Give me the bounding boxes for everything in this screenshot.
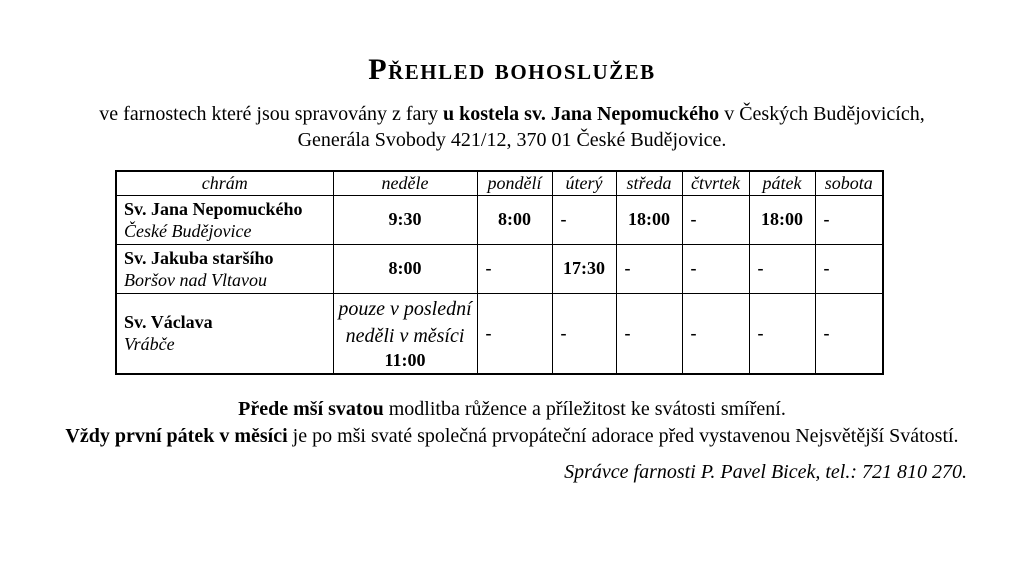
note-first-friday-lead: Vždy první pátek v měsíci: [65, 424, 288, 447]
column-header-thursday: čtvrtek: [682, 171, 749, 195]
church-cell: [116, 195, 333, 244]
sunday-special-note: pouze v poslední neděli v měsíci: [338, 297, 472, 347]
column-header-wednesday: středa: [616, 171, 682, 195]
sunday-special-time: 11:00: [384, 349, 426, 370]
subtitle-line1-bold: u kostela sv. Jana Nepomuckého: [443, 103, 720, 125]
time-cell: -: [815, 195, 883, 244]
table-row: [116, 195, 883, 244]
subtitle: [0, 101, 1024, 153]
time-cell: -: [477, 244, 552, 293]
note-rosary-lead: Přede mší svatou: [238, 397, 384, 420]
time-cell: 17:30: [552, 244, 616, 293]
time-cell: -: [616, 244, 682, 293]
time-cell: -: [815, 244, 883, 293]
column-header-sunday: neděle: [333, 171, 477, 195]
column-header-friday: pátek: [749, 171, 815, 195]
note-rosary: [0, 396, 1024, 423]
time-cell: -: [616, 293, 682, 374]
note-first-friday: [0, 423, 1024, 450]
time-cell: 18:00: [616, 195, 682, 244]
church-name: Sv. Jakuba staršího: [124, 247, 274, 268]
subtitle-line2: Generála Svobody 421/12, 370 01 České Budějovice.: [297, 129, 727, 151]
sunday-special-cell: [333, 293, 477, 374]
time-cell: -: [552, 293, 616, 374]
subtitle-line1-post: v Českých Budějovicích,: [719, 103, 925, 125]
footer-notes: [0, 396, 1024, 485]
document-page: [0, 52, 1024, 572]
time-cell: -: [682, 244, 749, 293]
time-cell: -: [815, 293, 883, 374]
table-row: [116, 244, 883, 293]
time-cell: 8:00: [477, 195, 552, 244]
column-header-saturday: sobota: [815, 171, 883, 195]
time-cell: 18:00: [749, 195, 815, 244]
signature-line: Správce farnosti P. Pavel Bicek, tel.: 721 810 270.: [564, 460, 967, 483]
schedule-table: [115, 170, 884, 375]
church-name: Sv. Jana Nepomuckého: [124, 198, 303, 219]
column-header-tuesday: úterý: [552, 171, 616, 195]
time-cell: 9:30: [333, 195, 477, 244]
column-header-monday: pondělí: [477, 171, 552, 195]
table-header-row: [116, 171, 883, 195]
church-place: Vrábče: [124, 334, 175, 354]
subtitle-line1-pre: ve farnostech které jsou spravovány z fary: [99, 103, 444, 125]
time-cell: 8:00: [333, 244, 477, 293]
table-row: [116, 293, 883, 374]
time-cell: -: [749, 244, 815, 293]
church-place: České Budějovice: [124, 220, 252, 241]
church-cell: [116, 244, 333, 293]
time-cell: -: [682, 293, 749, 374]
time-cell: -: [749, 293, 815, 374]
church-place: Boršov nad Vltavou: [124, 269, 267, 290]
column-header-church: chrám: [116, 171, 333, 195]
page-title: Přehled bohoslužeb: [368, 53, 656, 86]
church-name: Sv. Václava: [124, 312, 213, 332]
time-cell: -: [682, 195, 749, 244]
church-cell: [116, 293, 333, 374]
time-cell: -: [552, 195, 616, 244]
time-cell: -: [477, 293, 552, 374]
note-rosary-rest: modlitba růžence a příležitost ke svátosti smíření.: [383, 397, 786, 420]
note-first-friday-rest: je po mši svaté společná prvopáteční adorace před vystavenou Nejsvětější Svátostí.: [287, 424, 959, 447]
